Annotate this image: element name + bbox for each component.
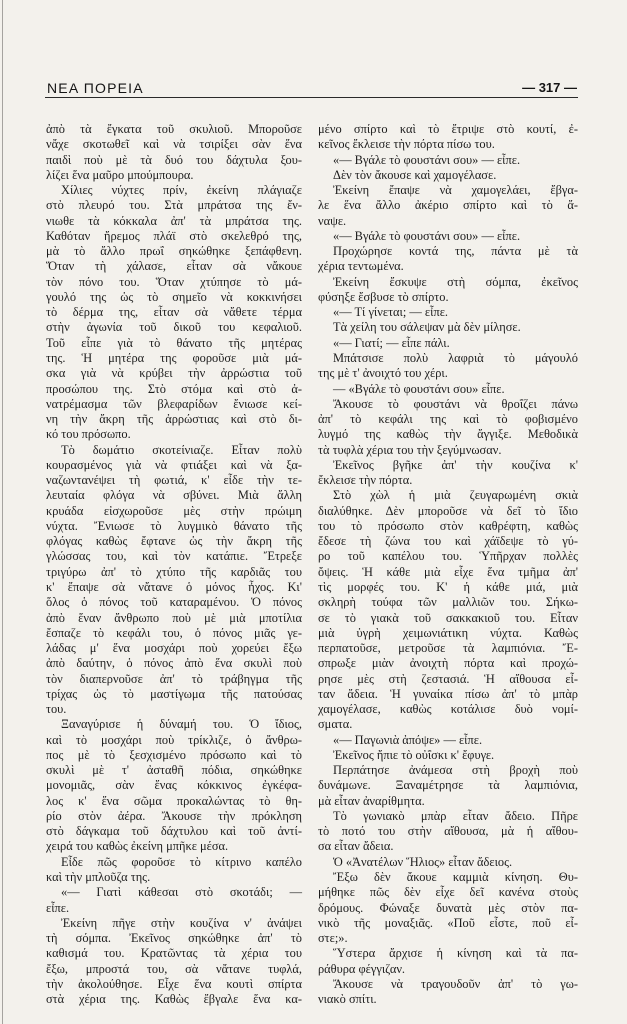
text-line: νύχτα. Ἔνιωσε τὸ λυγμικὸ θάνατο τῆς: [46, 518, 302, 533]
text-line: ρο τοῦ καπέλου του. Ὑπῆρχαν πολλὲς: [318, 549, 578, 564]
text-line: Δὲν τὸν ἄκουσε καὶ χαμογέλασε.: [333, 167, 497, 182]
text-line: τὶς μορφές του. Κ' ἡ κάθε μιά, μιὰ: [318, 579, 578, 594]
text-line: νἄχε σκοτωθεῖ καὶ νὰ τσιρίξει σὰν ἕνα: [46, 137, 302, 152]
text-line: ὅλος ὁ πόνος τοῦ καταραμένου. Ὁ πόνος: [46, 595, 302, 610]
text-line: — «Βγάλε τὸ φουστάνι σου» εἶπε.: [333, 381, 505, 396]
text-line: γλώσσας του, καὶ τὸν κατάπιε. Ἔτρεξε: [46, 549, 302, 564]
text-line: Τὸ γωνιακὸ μπὰρ εἶταν ἄδειο. Πῆρε: [333, 808, 578, 823]
text-line: σκα γιὰ νὰ κρύβει τὴν ἀρρώστια τοῦ: [46, 366, 302, 381]
text-line: σκληρὴ τούφα τῶν μαλλιῶν του. Σήκω-: [318, 595, 578, 610]
text-line: Καθόταν ἤρεμος πλάϊ στὸ σκελεθρό της,: [46, 228, 302, 243]
text-line: ἔξω, μπροστά του, σὰ νἄτανε τυφλά,: [46, 961, 302, 976]
text-line: σκυλὶ μὲ τ' ἀσταθῆ πόδια, σηκώθηκε: [46, 763, 302, 778]
text-line: του τὸ πρόσωπο στὸν καθρέφτη, καθὼς: [318, 518, 578, 533]
text-line: προσώπου της. Στὸ στόμα καὶ στὸ ἀ-: [46, 381, 302, 396]
text-line: τὴν ἀκολούθησε. Εἶχε ἕνα κουτὶ σπίρτα: [46, 976, 302, 991]
text-line: κεῖνος ἔκλεισε τὴν πόρτα πίσω του.: [318, 137, 495, 152]
text-line: τρίχας ὡς τὸ μαστίγωμα τῆς πατούσας: [46, 686, 302, 701]
text-line: χέρια τεντωμένα.: [318, 259, 404, 274]
page-scan-edge: [2, 0, 3, 1024]
text-line: ράθυρα φέγγιζαν.: [318, 961, 406, 976]
text-line: στε;».: [318, 931, 348, 946]
text-line: ἔσπαζε τὸ κεφάλι του, ὁ πόνος μιᾶς γε-: [46, 625, 302, 640]
header-rule: [45, 97, 578, 98]
text-line: φλόγας καθὼς ἔφτανε ὡς τὴν ἄκρη τῆς: [46, 534, 302, 549]
text-line: Εἶδε πῶς φοροῦσε τὸ κίτρινο καπέλο: [61, 854, 302, 869]
text-line: φύσηξε ἔσβυσε τὸ σπίρτο.: [318, 289, 449, 304]
text-line: Ὕστερα ἄρχισε ἡ κίνηση καὶ τὰ πα-: [333, 946, 578, 961]
text-line: ρησε μὲς στὴ ζεστασιά. Ἡ αἴθουσα εἶ-: [318, 671, 578, 686]
text-line: λευταία φλόγα νὰ σβύνει. Μιὰ ἄλλη: [46, 488, 302, 503]
text-line: κό του πρόσωπο.: [46, 427, 131, 442]
text-line: ἀπὸ ἕναν ἄνθρωπο ποὺ μὲ μιὰ μποτίλια: [46, 610, 302, 625]
text-line: Ὁ «Ἀνατέλων Ἥλιος» εἶταν ἄδειος.: [333, 854, 513, 869]
text-line: στὰ χέρια της. Καθὼς ἔβγαλε ἕνα κα-: [46, 992, 302, 1007]
text-line: τὸ ποτό του στὴν αἴθουσα, μὰ ἡ αἴθου-: [318, 824, 578, 839]
text-line: ἀπ' τὸ κεφάλι της καὶ τὸ φοβισμένο: [318, 412, 578, 427]
text-line: γουλό της ὡς τὸ σημεῖο νὰ κοκκινήσει: [46, 289, 302, 304]
text-line: τὸ δέρμα της, εἶταν σὰ νἄθετε τέρμα: [46, 305, 302, 320]
text-line: «— Παγωνιὰ ἀπόψε» — εἶπε.: [333, 732, 483, 747]
text-line: λος κ' ἕνα σῶμα προκαλώντας τὸ θη-: [46, 793, 302, 808]
text-line: διαλύθηκε. Δὲν μποροῦσε νὰ δεῖ τὸ ἴδιο: [318, 503, 578, 518]
text-line: νιακὸ σπίτι.: [318, 992, 377, 1007]
text-line: Ἐκεῖνος ἤπιε τὸ οὐΐσκι κ' ἔφυγε.: [333, 747, 495, 762]
text-line: ταν ἄδεια. Ἡ γυναίκα πίσω ἀπ' τὸ μπὰρ: [318, 686, 578, 701]
text-line: Στὸ χὼλ ἡ μιὰ ζευγαρωμένη σκιὰ: [333, 488, 578, 503]
text-line: της. Ἡ μητέρα της φοροῦσε μιὰ μά-: [46, 350, 302, 365]
text-line: σπρωξε μιὰν ἀνοιχτὴ πόρτα καὶ προχώ-: [318, 656, 578, 671]
text-line: ἀπὸ τὰ ἔγκατα τοῦ σκυλιοῦ. Μποροῦσε: [46, 122, 302, 136]
text-line: Χίλιες νύχτες πρίν, ἐκείνη πλάγιαζε: [61, 183, 302, 198]
text-line: τὴ σόμπα. Ἐκεῖνος σηκώθηκε ἀπ' τὸ: [46, 931, 302, 946]
text-line: λάδας μ' ἕνα μοσχάρι ποὺ χορεύει ἔξω: [46, 641, 302, 656]
text-line: ἔδεσε τὴ ζώνα του καὶ χάϊδεψε τὸ γύ-: [318, 534, 578, 549]
text-line: λε ἕνα ἄλλο ἀκέριο σπίρτο καὶ τὸ ἄ-: [318, 198, 578, 213]
text-line: Ξαναγύρισε ἡ δύναμή του. Ὁ ἴδιος,: [61, 717, 302, 732]
text-line: «— Τί γίνεται; — εἶπε.: [333, 305, 449, 320]
text-line: μονομιᾶς, σὰν ἕνας κόκκινος ἐγκέφα-: [46, 778, 302, 793]
text-line: στὸ πλευρό του. Στὰ μπράτσα της ἔν-: [46, 198, 302, 213]
text-line: Προχώρησε κοντά της, πάντα μὲ τὰ: [333, 244, 578, 259]
text-line: χαμογέλασε, καθὼς κοτάλισε δυὸ νομί-: [318, 702, 578, 717]
text-line: του.: [46, 702, 67, 717]
text-line: δρόμους. Φώναξε δυνατὰ μὲς στὸν πα-: [318, 900, 578, 915]
text-line: περπατοῦσε, μετροῦσε τὰ λαμπιόνια. Ἔ-: [318, 641, 578, 656]
text-line: σματα.: [318, 717, 353, 732]
text-line: Μπάτσισε πολὺ λαφριὰ τὸ μάγουλό: [333, 350, 578, 365]
right-column: [318, 122, 578, 1007]
text-line: Ἐκείνη ἔσκυψε στὴ σόμπα, ἐκεῖνος: [333, 274, 578, 289]
text-line: ναψε.: [318, 213, 347, 228]
text-line: «— Γιατί; — εἶπε πάλι.: [333, 335, 450, 350]
text-line: Ἔξω δὲν ἄκουε καμμιὰ κίνηση. Θυ-: [333, 870, 578, 885]
text-line: νιωθε τὰ κόκκαλα ἀπ' τὰ μπράτσα της.: [46, 213, 302, 228]
text-line: νατρέμασμα τῶν βλεφαρίδων ἔνιωσε κεί-: [46, 396, 302, 411]
text-line: «— Γιατὶ κάθεσαι στὸ σκοτάδι; —: [61, 885, 302, 900]
text-line: τὸν πόνο του. Ὅταν χτύπησε τὸ μά-: [46, 274, 302, 289]
text-line: Ἐκείνη ἔπαψε νὰ χαμογελάει, ἔβγα-: [333, 183, 578, 198]
text-line: καὶ τὴν μπλοῦζα της.: [46, 870, 151, 885]
text-line: Ἐκεῖνος βγῆκε ἀπ' τὴν κουζίνα κ': [333, 457, 578, 472]
page-number: — 317 —: [522, 80, 577, 95]
text-line: Τὸ δωμάτιο σκοτείνιαζε. Εἶταν πολὺ: [61, 442, 302, 457]
text-line: Περπάτησε ἀνάμεσα στὴ βροχὴ ποὺ: [333, 763, 578, 778]
text-line: ἔκλεισε τὴν πόρτα.: [318, 473, 413, 488]
text-line: εἶπε.: [46, 900, 70, 915]
text-line: Ἄκουσε νὰ τραγουδοῦν ἀπ' τὸ γω-: [333, 976, 578, 991]
text-line: της μὲ τ' ἀνοιχτό του χέρι.: [318, 366, 448, 381]
left-column: [46, 122, 302, 1007]
text-line: λίζει ἕνα μαῦρο μπούμπουρα.: [46, 167, 194, 182]
text-line: ὄψεις. Ἡ κάθε μιὰ εἶχε ἕνα τμῆμα ἀπ': [318, 564, 578, 579]
text-line: τὰ τυφλὰ χέρια του τὴν ξεγύμνωσαν.: [318, 442, 502, 457]
text-line: κρυάδα εἰσχωροῦσε μὲς στὴν πρώιμη: [46, 503, 302, 518]
text-line: Ἄκουσε τὸ φουστάνι νὰ θροΐζει πάνω: [333, 396, 578, 411]
text-line: μὰ τὸ ἄλλο πρωΐ σηκώθηκε ξεπάφθενη.: [46, 244, 302, 259]
text-line: στὸ δάγκαμα τοῦ δάχτυλου καὶ τοῦ ἀντί-: [46, 824, 302, 839]
text-line: Ἐκείνη πῆγε στὴν κουζίνα ν' ἀνάψει: [61, 915, 302, 930]
text-line: τὸν διαπερνοῦσε ἀπ' τὸ τράβηγμα τῆς: [46, 671, 302, 686]
text-line: καὶ τὸ μοσχάρι ποὺ τρίκλιζε, ὁ ἄνθρω-: [46, 732, 302, 747]
text-line: μήθηκε πῶς δὲν εἶχε δεῖ κανένα στοὺς: [318, 885, 578, 900]
text-line: σα εἶταν ἄδεια.: [318, 839, 394, 854]
text-line: νη τὴν ἄκρη τῆς ἀρρώστιας καὶ στὸ δι-: [46, 412, 302, 427]
running-title: ΝΕΑ ΠΟΡΕΙΑ: [47, 80, 144, 96]
text-line: κ' ἔπαψε σὰ νἄτανε ὁ μόνος ἦχος. Κι': [46, 579, 302, 594]
text-line: ναζωντανέψει τὴ φωτιά, κ' εἶδε τὴν τε-: [46, 473, 302, 488]
text-line: παιδὶ ποὺ μὲ τὰ δυό του δάχτυλα ξου-: [46, 152, 302, 167]
text-line: Ὅταν τὴ χάλασε, εἶταν σὰ νἄκουε: [46, 259, 302, 274]
text-line: ἀπὸ δαύτην, ὁ πόνος ἀπὸ ἕνα σκυλὶ ποὺ: [46, 656, 302, 671]
text-line: «— Βγάλε τὸ φουστάνι σου» — εἶπε.: [333, 228, 521, 243]
text-line: τριγύρω ἀπ' τὸ χτύπο τῆς καρδιᾶς του: [46, 564, 302, 579]
text-line: λυγμό της καθὼς τὴν ἄγγιξε. Μεθοδικὰ: [318, 427, 578, 442]
text-line: χειρά του καθὼς ἐκείνη μπῆκε μέσα.: [46, 839, 229, 854]
text-line: πος μὲ τὸ ξεσχισμένο πρόσωπο καὶ τὸ: [46, 747, 302, 762]
text-line: δυνάμωνε. Ξαναμέτρησε τὰ λαμπιόνια,: [318, 778, 578, 793]
text-line: Τοῦ εἶπε γιὰ τὸ θάνατο τῆς μητέρας: [46, 335, 302, 350]
text-line: «— Βγάλε τὸ φουστάνι σου» — εἶπε.: [333, 152, 521, 167]
text-line: σε τὸ γιακὰ τοῦ σακκακιοῦ του. Εἶταν: [318, 610, 578, 625]
text-line: μένο σπίρτο καὶ τὸ ἔτριψε στὸ κουτί, ἐ-: [318, 122, 578, 136]
text-line: μὰ εἶταν ἀναρίθμητα.: [318, 793, 425, 808]
text-line: Τὰ χείλη του σάλεψαν μὰ δὲν μίλησε.: [333, 320, 521, 335]
text-line: κουρασμένος γιὰ νὰ φτιάξει καὶ νὰ ξα-: [46, 457, 302, 472]
text-line: ρίο στὸν ἀέρα. Ἄκουσε τὴν πρόκληση: [46, 808, 302, 823]
text-line: μιὰ ὑγρὴ χειμωνιάτικη νύχτα. Καθὼς: [318, 625, 578, 640]
text-line: στὴν ἀγωνία τοῦ δικοῦ του κεφαλιοῦ.: [46, 320, 302, 335]
text-line: καθισμά του. Κρατῶντας τὰ χέρια του: [46, 946, 302, 961]
text-line: νικὸ τῆς μοναξιᾶς. «Ποῦ εἶστε, ποῦ εἶ-: [318, 915, 578, 930]
